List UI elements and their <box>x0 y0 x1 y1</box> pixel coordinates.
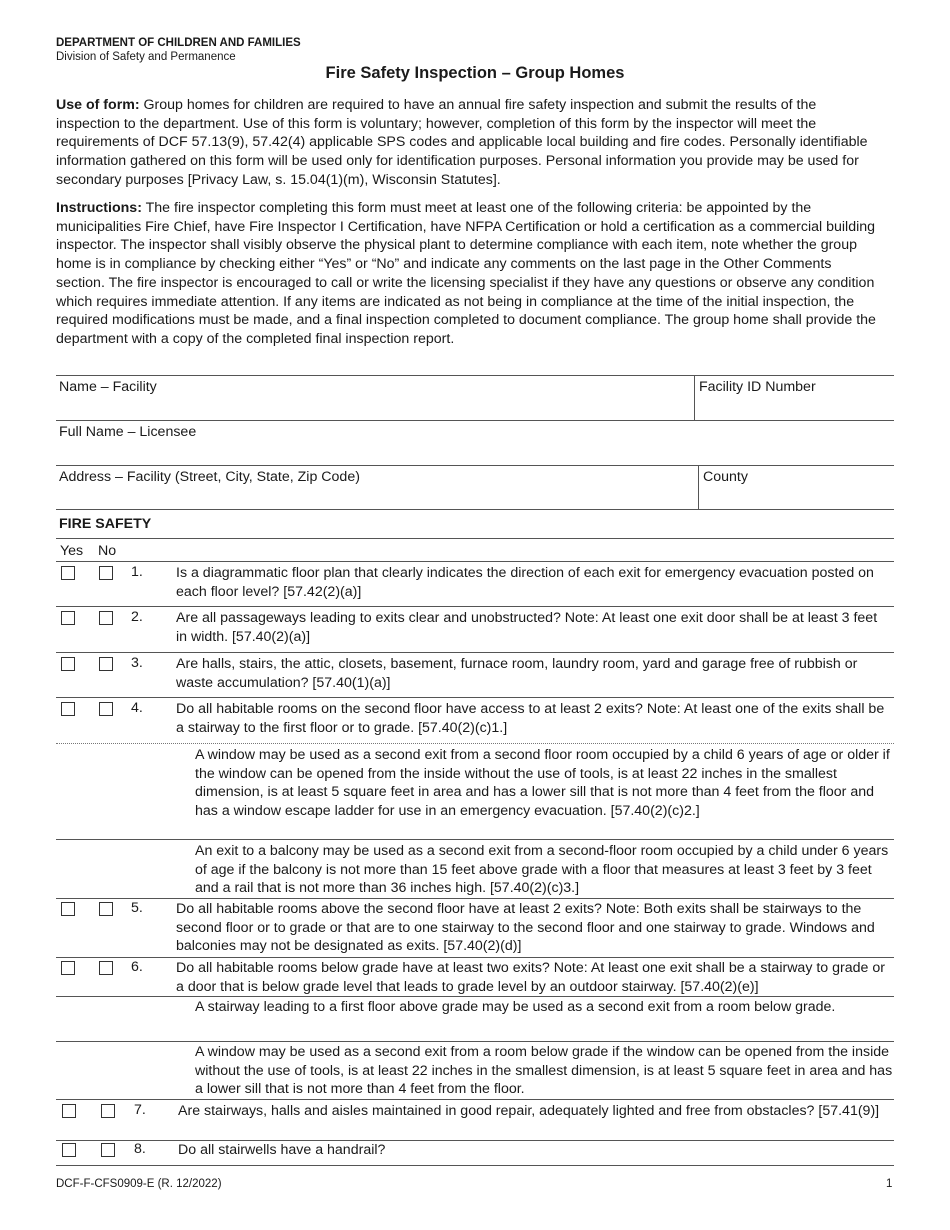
table-bottom-rule <box>56 1165 894 1166</box>
department-header <box>56 36 301 64</box>
item-3-question: Are halls, stairs, the attic, closets, basement, furnace room, laundry room, yard and garage free of rubbish or waste accumulation? [57.40(1)(a)] <box>176 656 858 691</box>
item-6-yes-checkbox[interactable] <box>61 961 75 975</box>
row-rule <box>56 652 894 653</box>
item-4-note-balcony: An exit to a balcony may be used as a second exit from a second-floor room occupied by a child under 6 years of age if the balcony is not more than 15 feet above grade with a floor that measures at least 3 feet by 3 feet and a rail that is not more than 36 inches high. [57.40(2)(c)3.] <box>195 843 889 897</box>
county-field[interactable]: County <box>703 469 748 485</box>
page-number: 1 <box>886 1178 893 1190</box>
field-divider <box>694 376 695 420</box>
row-rule <box>56 606 894 607</box>
item-5-question: Do all habitable rooms above the second floor have at least 2 exits? Note: Both exits shall be stairways to the second floor or to grade or that are to one stairway to the second floor and one stairway to grade. Windows and balconies may not be designated as exits. [57.40(2)(d)] <box>176 901 875 955</box>
item-5-number: 5. <box>131 900 143 916</box>
note-rule <box>56 996 894 997</box>
item-2-number: 2. <box>131 609 143 625</box>
item-1-question: Is a diagrammatic floor plan that clearly indicates the direction of each exit for emergency evacuation posted on each floor level? [57.42(2)(a)] <box>176 565 874 600</box>
item-8-question: Do all stairwells have a handrail? <box>178 1142 386 1158</box>
item-1-number: 1. <box>131 564 143 580</box>
facility-name-field[interactable]: Name – Facility <box>59 379 157 395</box>
item-2-question: Are all passageways leading to exits clear and unobstructed? Note: At least one exit door shall be at least 3 feet in width. [57.40(2)(a)] <box>176 610 878 645</box>
licensee-row <box>56 420 894 465</box>
item-4-number: 4. <box>131 700 143 716</box>
field-bottom-rule <box>56 509 894 510</box>
instructions-paragraph <box>56 199 882 349</box>
item-1-no-checkbox[interactable] <box>99 566 113 580</box>
item-1-yes-checkbox[interactable] <box>61 566 75 580</box>
item-5-no-checkbox[interactable] <box>99 902 113 916</box>
item-6-number: 6. <box>131 959 143 975</box>
facility-name-row <box>56 375 894 420</box>
note-rule <box>56 839 894 840</box>
address-row <box>56 465 894 510</box>
section-rule <box>56 538 894 539</box>
item-4-yes-checkbox[interactable] <box>61 702 75 716</box>
row-rule <box>56 898 894 899</box>
item-5-yes-checkbox[interactable] <box>61 902 75 916</box>
item-2-no-checkbox[interactable] <box>99 611 113 625</box>
note-rule <box>56 743 894 744</box>
row-rule <box>56 957 894 958</box>
item-7-yes-checkbox[interactable] <box>62 1104 76 1118</box>
facility-address-field[interactable]: Address – Facility (Street, City, State, Zip Code) <box>59 469 360 485</box>
item-3-no-checkbox[interactable] <box>99 657 113 671</box>
row-rule <box>56 697 894 698</box>
use-of-form-label: Use of form: <box>56 97 140 113</box>
field-divider <box>698 466 699 510</box>
item-4-question: Do all habitable rooms on the second floor have access to at least 2 exits? Note: At least one of the exits shall be a stairway to the first floor or to grade. [57.40(2)(c)1.] <box>176 701 885 736</box>
form-id: DCF-F-CFS0909-E (R. 12/2022) <box>56 1178 222 1190</box>
item-7-number: 7. <box>134 1102 146 1118</box>
facility-id-field[interactable]: Facility ID Number <box>699 379 816 395</box>
instructions-text: The fire inspector completing this form must meet at least one of the following criteria: be appointed by the municipalities Fire Chief, have Fire Inspector I Certification, have NFPA Certification or hold a certification as a commercial building inspector. The inspector shall visibly observe the physical plant to determine compliance with each item, note whether the group home is in compliance by checking either “Yes” or “No” and indicate any comments on the last page in the Other Comments section. The fire inspector is encouraged to call or write the licensing specialist if they have any questions or observe any condition which requires immediate attention. If any items are indicated as not being in compliance at the time of the initial inspection, the required modifications must be made, and a final inspection completed to document compliance. The group home shall provide the department with a copy of the completed final inspection report. <box>56 200 876 347</box>
item-8-no-checkbox[interactable] <box>101 1143 115 1157</box>
item-6-no-checkbox[interactable] <box>99 961 113 975</box>
note-rule <box>56 1041 894 1042</box>
fire-safety-heading: FIRE SAFETY <box>59 516 152 532</box>
use-of-form-text: Group homes for children are required to have an annual fire safety inspection and submit the results of the inspection to the department. Use of this form is voluntary; however, completion of this form by the inspector will meet the requirements of DCF 57.13(9), 57.42(4) applicable SPS codes and applicable local building and fire codes. Personally identifiable information gathered on this form will be used only for identification purposes. Personal information you provide may be used for secondary purposes [Privacy Law, s. 15.04(1)(m), Wisconsin Statutes]. <box>56 97 868 188</box>
no-column-header: No <box>98 543 117 559</box>
column-header-rule <box>56 561 894 562</box>
instructions-label: Instructions: <box>56 200 142 216</box>
item-7-question: Are stairways, halls and aisles maintained in good repair, adequately lighted and free from obstacles? [57.41(9)] <box>178 1103 880 1119</box>
licensee-name-field[interactable]: Full Name – Licensee <box>59 424 197 440</box>
item-6-note-stairway: A stairway leading to a first floor above grade may be used as a second exit from a room below grade. <box>195 999 836 1015</box>
item-3-yes-checkbox[interactable] <box>61 657 75 671</box>
item-2-yes-checkbox[interactable] <box>61 611 75 625</box>
item-8-number: 8. <box>134 1141 146 1157</box>
item-6-note-window: A window may be used as a second exit from a room below grade if the window can be opened from the inside without the use of tools, is at least 22 inches in the smallest dimension, is at least 5 square feet in area and has a lower sill that is not more than 4 feet from the floor. <box>195 1044 893 1098</box>
item-4-note-window: A window may be used as a second exit from a second floor room occupied by a child 6 years of age or older if the window can be opened from the inside without the use of tools, is at least 22 inches in the smallest dimension, is at least 5 square feet in area and has a lower sill that is not more than 4 feet from the floor and has a window escape ladder for use in an emergency evacuation. [57.40(2)(c)2.] <box>195 747 890 819</box>
yes-column-header: Yes <box>60 543 84 559</box>
item-4-no-checkbox[interactable] <box>99 702 113 716</box>
item-6-question: Do all habitable rooms below grade have at least two exits? Note: At least one exit shall be a stairway to grade or a door that is below grade level that leads to grade level by an outdoor stairway. [57.40(2)(e)] <box>176 960 885 995</box>
form-title: Fire Safety Inspection – Group Homes <box>325 64 625 82</box>
division-name: Division of Safety and Permanence <box>56 51 236 63</box>
item-8-yes-checkbox[interactable] <box>62 1143 76 1157</box>
use-of-form-paragraph <box>56 96 882 190</box>
item-7-no-checkbox[interactable] <box>101 1104 115 1118</box>
department-name: DEPARTMENT OF CHILDREN AND FAMILIES <box>56 37 301 49</box>
item-3-number: 3. <box>131 655 143 671</box>
row-rule <box>56 1099 894 1100</box>
